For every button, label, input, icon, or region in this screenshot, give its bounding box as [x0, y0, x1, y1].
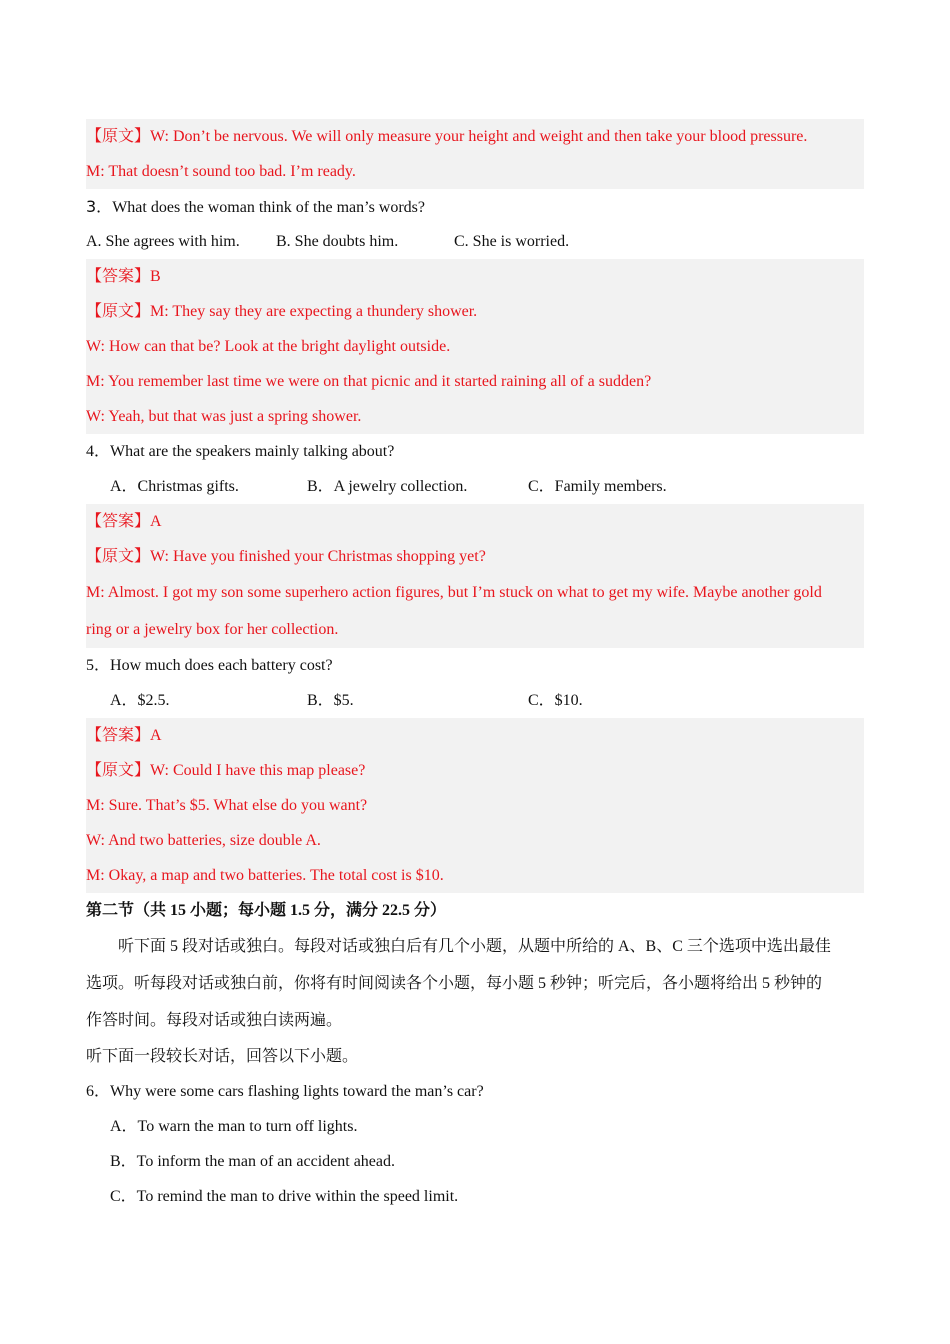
q5-options [86, 683, 864, 718]
q4-option-a: A．Christmas gifts. [110, 478, 239, 495]
q6-option-c: C．To remind the man to drive within the speed limit. [110, 1188, 459, 1205]
answer-line: 【答案】B [86, 268, 161, 285]
q5-question: 5．How much does each battery cost? [86, 657, 333, 674]
instruction-line: 作答时间。每段对话或独白读两遍。 [86, 1012, 343, 1029]
q4-question: 4．What are the speakers mainly talking about? [86, 443, 395, 460]
q3-question: 3．What does the woman think of the man’s words? [86, 197, 426, 216]
q6-question: 6．Why were some cars flashing lights toward the man’s car? [86, 1083, 484, 1100]
transcript-line: M: You remember last time we were on that picnic and it started raining all of a sudden? [86, 373, 652, 390]
q3-options [86, 224, 864, 259]
transcript-line: 【原文】W: Don’t be nervous. We will only measure your height and weight and then take your blood pressure. [86, 128, 808, 145]
transcript-line: 【原文】M: They say they are expecting a thundery shower. [86, 303, 478, 320]
transcript-line: W: And two batteries, size double A. [86, 832, 321, 849]
q6-option-b: B．To inform the man of an accident ahead. [110, 1153, 396, 1170]
q3-option-a: A. She agrees with him. [86, 233, 240, 250]
document-page [86, 119, 864, 1214]
q3-option-c: C. She is worried. [454, 233, 570, 250]
q3-option-b: B. She doubts him. [276, 233, 399, 250]
q4-option-c: C．Family members. [528, 478, 667, 495]
q4-answer-block [86, 504, 864, 648]
transcript-line: 【原文】W: Could I have this map please? [86, 762, 366, 779]
transcript-line: 【原文】W: Have you finished your Christmas shopping yet? [86, 548, 486, 565]
q6-option-a: A．To warn the man to turn off lights. [110, 1118, 358, 1135]
transcript-line: M: Okay, a map and two batteries. The total cost is $10. [86, 867, 444, 884]
instruction-line: 听下面 5 段对话或独白。每段对话或独白后有几个小题，从题中所给的 A、B、C 三个选项中选出最佳 [118, 938, 831, 955]
transcript-line: W: How can that be? Look at the bright daylight outside. [86, 338, 451, 355]
q5-option-b: B．$5. [307, 692, 354, 709]
q4-option-b: B．A jewelry collection. [307, 478, 468, 495]
q3-answer-block [86, 259, 864, 434]
transcript-line: M: That doesn’t sound too bad. I’m ready. [86, 163, 356, 180]
transcript-line: M: Almost. I got my son some superhero action figures, but I’m stuck on what to get my wife. Maybe another gold [86, 584, 822, 601]
answer-line: 【答案】A [86, 727, 162, 744]
q4-options [86, 469, 864, 504]
instruction-line: 选项。听每段对话或独白前，你将有时间阅读各个小题，每小题 5 秒钟；听完后，各小题将给出 5 秒钟的 [86, 975, 823, 992]
section-heading: 第二节（共 15 小题；每小题 1.5 分，满分 22.5 分） [86, 902, 447, 919]
transcript-line: W: Yeah, but that was just a spring shower. [86, 408, 362, 425]
q5-answer-block [86, 718, 864, 893]
q5-option-c: C．$10. [528, 692, 583, 709]
q5-option-a: A．$2.5. [110, 692, 170, 709]
q2-transcript-block [86, 119, 864, 189]
answer-line: 【答案】A [86, 513, 162, 530]
transcript-line: M: Sure. That’s $5. What else do you want? [86, 797, 368, 814]
section-subheading: 听下面一段较长对话，回答以下小题。 [86, 1048, 359, 1065]
transcript-line: ring or a jewelry box for her collection. [86, 621, 339, 638]
